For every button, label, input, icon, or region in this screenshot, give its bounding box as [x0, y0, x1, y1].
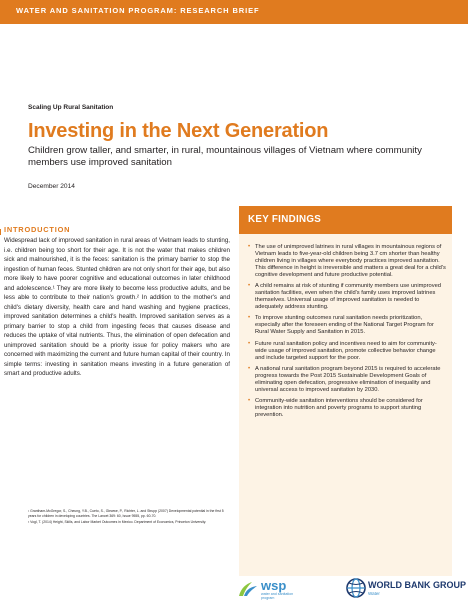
key-findings-title: KEY FINDINGS: [248, 214, 322, 225]
finding-text: Community-wide sanitation interventions should be considered for integration into nutrition and poverty programs to support stunting prevention.: [255, 397, 423, 418]
world-bank-logo: [346, 578, 464, 600]
banner-text: WATER AND SANITATION PROGRAM: RESEARCH BRIEF: [16, 6, 260, 15]
bullet-icon: •: [248, 244, 251, 250]
key-findings-header: [239, 206, 452, 234]
section-marker: [0, 229, 1, 235]
world-bank-subtitle: Water: [368, 591, 380, 596]
footnote: ² Vogl, T. (2014) Height, Skills, and Labor Market Outcomes in Mexico. Department of Economics, Princeton University.: [28, 519, 207, 524]
world-bank-wordmark: WORLD BANK GROUP: [368, 580, 466, 590]
page-subtitle: Children grow taller, and smarter, in rural, mountainous villages of Vietnam where community members use improved sanitation: [28, 145, 422, 168]
finding-text: A child remains at risk of stunting if community members use unimproved sanitation facilities, even when the child's family uses improved latrines themselves. Universal usage of improved sanitation is needed to adequately address stunting.: [255, 283, 441, 311]
series-label: Scaling Up Rural Sanitation: [28, 104, 114, 111]
finding-text: To improve stunting outcomes rural sanitation needs prioritization, especially after the foreseen ending of the National Target Program for Rural Water Supply and Sanitation in 2015.: [255, 315, 434, 336]
bullet-icon: •: [248, 315, 251, 322]
finding-item: [248, 366, 446, 394]
footnote: ¹ Grantham-McGregor, S., Cheung, Y.B., Cueto, S., Glewwe, P., Richter, L. and Strupp (2007) Developmental potential in the first 5 years for children in developing countries. The Lancet 369: 60, Issue 9555, pp. 60-70.: [28, 509, 224, 518]
key-findings-box: [239, 206, 452, 576]
world-bank-globe-icon: [346, 578, 366, 598]
wsp-leaf-icon: [237, 580, 259, 598]
finding-text: A national rural sanitation program beyond 2015 is required to accelerate progress towards the Post 2015 Sustainable Development Goals of eliminating open defecation, progressive elimination of inequality and universal access to improved sanitation by 2030.: [255, 365, 441, 393]
page-title: Investing in the Next Generation: [28, 120, 329, 142]
finding-text: Future rural sanitation policy and incentives need to aim for community-wide usage of improved sanitation, promote collective behavior change and include targeted support for the poor.: [255, 340, 437, 361]
publication-date: December 2014: [28, 183, 75, 190]
bullet-icon: •: [248, 397, 251, 404]
wsp-wordmark: wsp: [261, 578, 287, 593]
introduction-heading: INTRODUCTION: [4, 225, 71, 234]
bullet-icon: •: [248, 340, 251, 347]
finding-text: The use of unimproved latrines in rural villages in mountainous regions of Vietnam leads to five-year-old children being 3.7 cm shorter than healthy children living in villages where everybody practices improved sanitation. This difference in height is irreversible and matters a great deal for a child's cognitive development and future productive potential.: [255, 244, 446, 278]
top-banner: [0, 0, 468, 24]
finding-item: [248, 283, 446, 311]
key-findings-list: [248, 244, 446, 423]
bullet-icon: •: [248, 365, 251, 372]
wsp-tagline: water and sanitation program: [261, 592, 294, 600]
finding-item: [248, 244, 446, 279]
footnotes: [28, 509, 228, 526]
finding-item: [248, 398, 446, 419]
finding-item: [248, 341, 446, 362]
introduction-body: Widespread lack of improved sanitation in rural areas of Vietnam leads to stunting, i.e. children being too short for their age. It is not the water that makes children sick and malnourished, it is the feces: sanitation is the primary barrier to stop the ingestion of human feces. Stunted children are not only short for their age, but also more likely to have poorer cognitive and educational outcomes in later childhood and adolescence.¹ They are more likely to become less productive adults, and be less able to contribute to their nation's growth.² In addition to the mother's and child's dietary diversity, health care and hand washing and hygiene practices, improved sanitation determines a child's health. Improved sanitation serves as a primary barrier to stop a child from ingesting feces that causes disease and reduces the uptake of vital nutrients. Thus, the elimination of open defecation and unimproved sanitation should be a priority issue for policy makers who are concerned with maximizing the current and future human capital of their country. In simple terms: investing in sanitation means investing in a future generation of smart and productive adults.: [4, 237, 230, 377]
finding-item: [248, 315, 446, 336]
bullet-icon: •: [248, 283, 251, 290]
